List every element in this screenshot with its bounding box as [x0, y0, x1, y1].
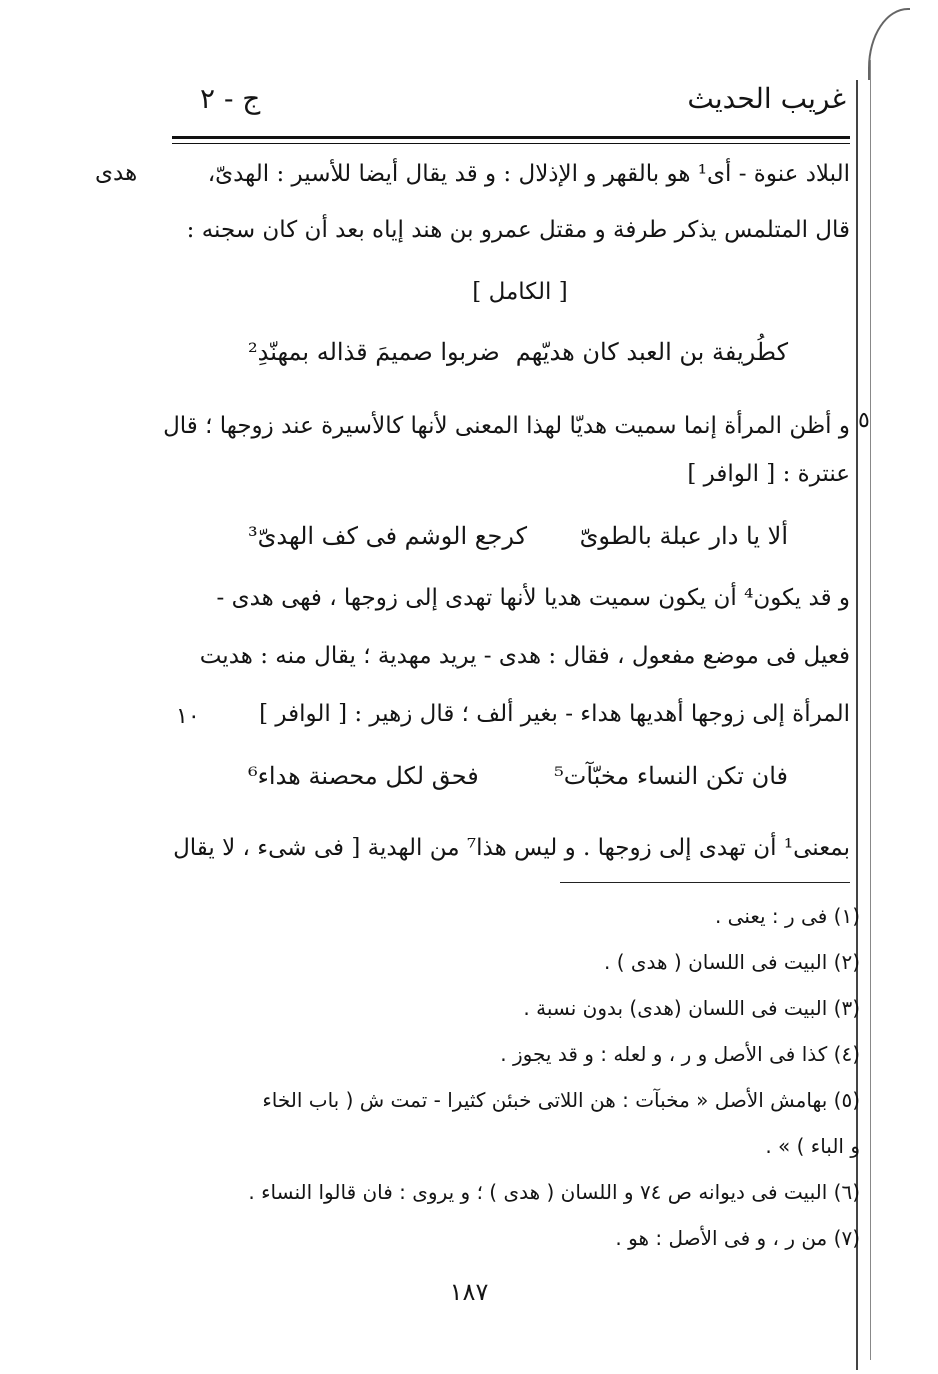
footnote: (٥) بهامش الأصل « مخبآت : هن اللاتى خبئن كثيرا - تمت ش ( باب الخاء: [262, 1088, 860, 1112]
footnote: (٦) البيت فى ديوانه ص ٧٤ و اللسان ( هدى ) ؛ و يروى : فان قالوا النساء .: [248, 1180, 860, 1204]
body-line: و أظن المرأة إنما سميت هديّا لهذا المعنى لأنها كالأسيرة عند زوجها ؛ قال: [163, 413, 850, 439]
verse-first-hemistich: ألا يا دار عبلة بالطوىّ: [579, 522, 788, 550]
body-line: المرأة إلى زوجها أهديها هداء - بغير ألف ؛ قال زهير : [ الوافر ]: [259, 701, 850, 727]
running-header-part: ج - ٢: [200, 82, 261, 115]
margin-line-number-5: ٥: [858, 408, 870, 433]
footnote: (٤) كذا فى الأصل و ر ، و لعله : و قد يجوز .: [500, 1042, 860, 1066]
page-number: ١٨٧: [449, 1278, 489, 1306]
body-line: و قد يكون⁴ أن يكون سميت هديا لأنها تهدى إلى زوجها ، فهى هدى -: [216, 585, 850, 611]
body-line: البلاد عنوة - أى¹ هو بالقهر و الإذلال : و قد يقال أيضا للأسير : الهدىّ،: [207, 161, 850, 187]
body-line: فعيل فى موضع مفعول ، فقال : هدى - يريد مهدية ؛ يقال منه : هديت: [199, 643, 850, 669]
verse-line: [248, 512, 788, 560]
header-rule-thin: [172, 143, 850, 144]
footnote: (٢) البيت فى اللسان ( هدى ) .: [603, 950, 860, 974]
verse-second-hemistich: كرجع الوشم فى كف الهدىّ³: [248, 522, 528, 550]
footnote: (١) فى ر : يعنى .: [714, 904, 860, 928]
body-line: قال المتلمس يذكر طرفة و مقتل عمرو بن هند إياه بعد أن كان سجنه :: [186, 217, 850, 243]
verse-second-hemistich: ضربوا صميمَ قذاله بمهنّدِ²: [248, 338, 500, 366]
verse-second-hemistich: فحق لكل محصنة هداء⁶: [248, 762, 479, 790]
verse-first-hemistich: كطُريفة بن العبد كان هديّهم: [515, 338, 788, 366]
page-curl-mark: [868, 8, 910, 80]
footnote: (٣) البيت فى اللسان (هدى) بدون نسبة .: [523, 996, 860, 1020]
footnote: (٧) من ر ، و فى الأصل : هو .: [615, 1226, 860, 1250]
margin-keyword: هدى: [95, 160, 138, 186]
verse-first-hemistich: فان تكن النساء مخبّآت⁵: [554, 762, 788, 790]
verse-line: [248, 328, 788, 376]
page-edge-line-outer: [870, 60, 871, 1360]
footnote: و الباء ) » .: [765, 1134, 860, 1158]
running-header-title: غريب الحديث: [687, 82, 846, 115]
verse-line: [248, 752, 788, 800]
body-line: عنترة : [ الوافر ]: [687, 461, 850, 487]
margin-line-number-10: ١٠: [176, 704, 200, 729]
footnote-separator: [560, 882, 850, 883]
header-rule-thick: [172, 136, 850, 139]
meter-label: [ الكامل ]: [472, 279, 568, 305]
body-line: بمعنى¹ أن تهدى إلى زوجها . و ليس هذا⁷ من الهدية [ فى شىء ، لا يقال: [173, 835, 850, 861]
